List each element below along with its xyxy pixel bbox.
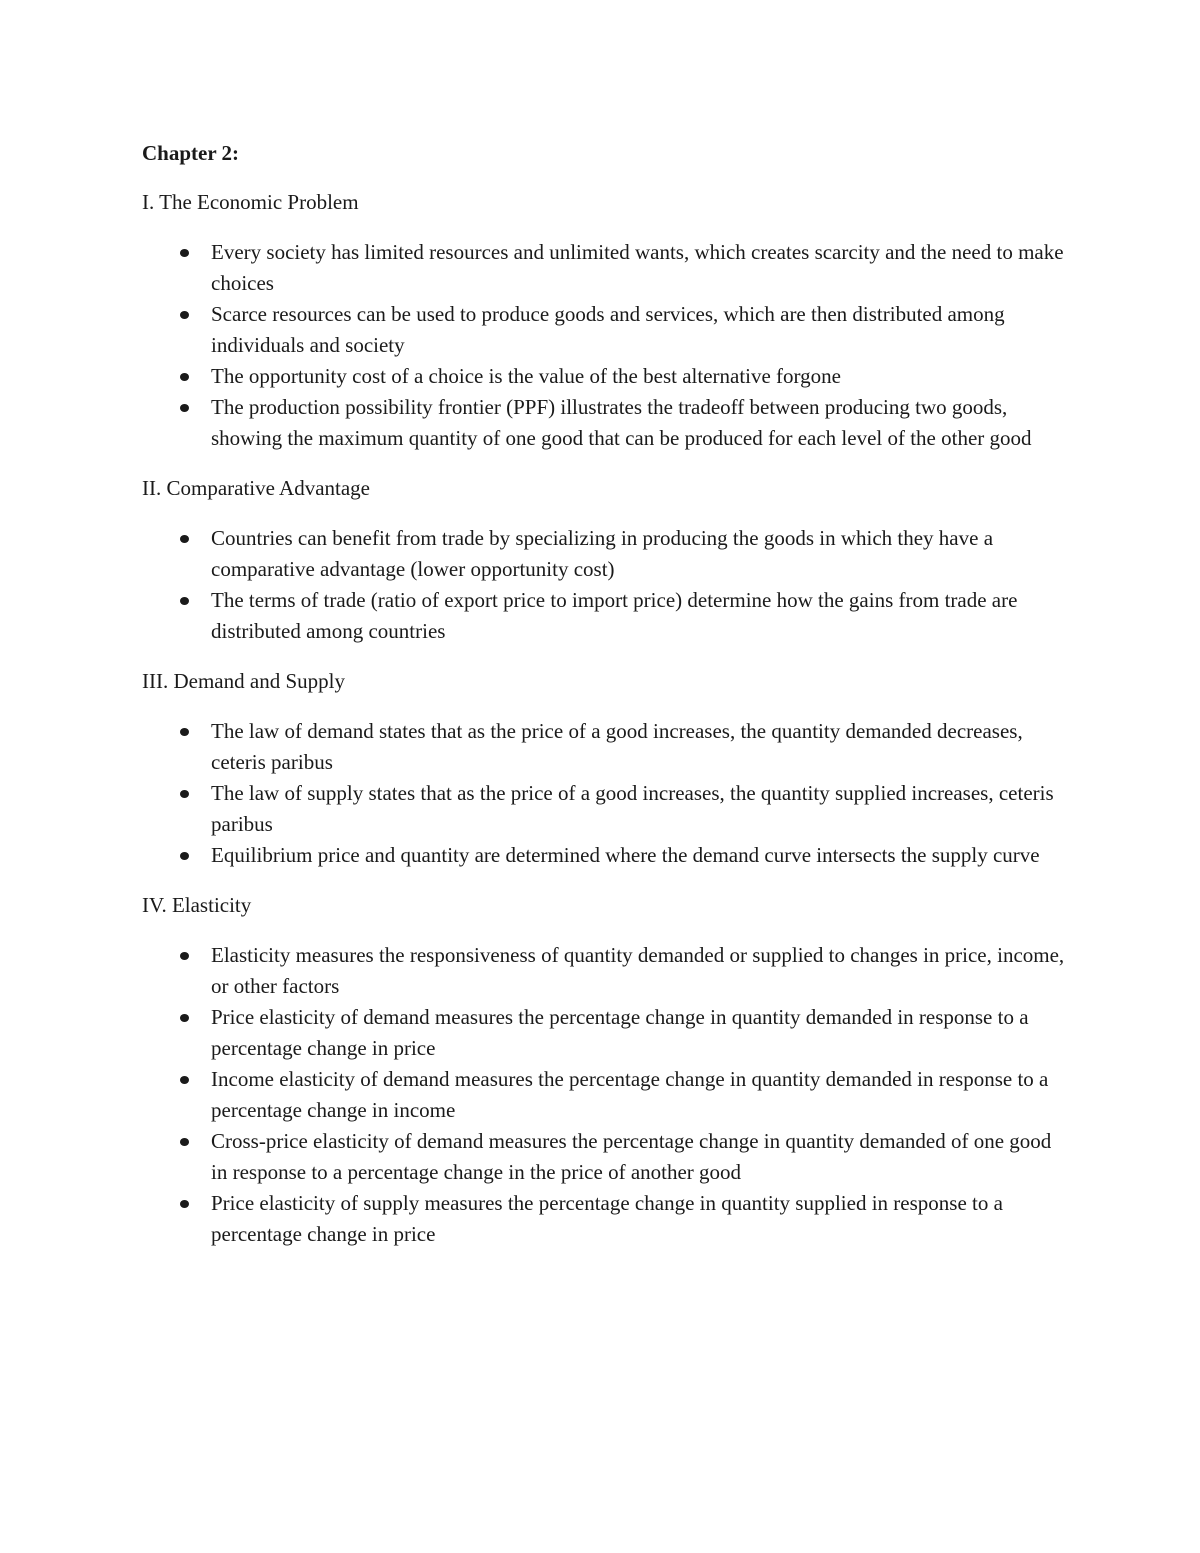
- bullet-icon: [180, 952, 189, 960]
- list-item: [142, 361, 1072, 392]
- list-item-text: Elasticity measures the responsiveness of quantity demanded or supplied to changes in price, income, or other factors: [211, 943, 1065, 998]
- bullet-list: [142, 940, 1072, 1250]
- bullet-icon: [180, 1076, 189, 1084]
- list-item: [142, 1002, 1072, 1064]
- bullet-list: [142, 237, 1072, 454]
- bullet-icon: [180, 728, 189, 736]
- bullet-icon: [180, 1200, 189, 1208]
- list-item: [142, 392, 1072, 454]
- list-item-text: Income elasticity of demand measures the percentage change in quantity demanded in response to a percentage change in income: [211, 1067, 1049, 1122]
- bullet-icon: [180, 1138, 189, 1146]
- section-economic-problem: [142, 187, 1072, 454]
- section-heading: IV. Elasticity: [142, 893, 252, 917]
- bullet-icon: [180, 1014, 189, 1022]
- list-item: [142, 1064, 1072, 1126]
- section-heading: III. Demand and Supply: [142, 669, 345, 693]
- list-item: [142, 716, 1072, 778]
- list-item-text: The law of demand states that as the price of a good increases, the quantity demanded decreases, ceteris paribus: [211, 719, 1023, 774]
- section-comparative-advantage: [142, 473, 1072, 647]
- chapter-title: Chapter 2:: [142, 141, 240, 165]
- bullet-list: [142, 523, 1072, 647]
- list-item: [142, 523, 1072, 585]
- bullet-icon: [180, 404, 189, 412]
- list-item-text: Cross-price elasticity of demand measures the percentage change in quantity demanded of one good in response to a percentage change in the price of another good: [211, 1129, 1052, 1184]
- list-item-text: Price elasticity of supply measures the percentage change in quantity supplied in response to a percentage change in price: [211, 1191, 1003, 1246]
- list-item-text: The opportunity cost of a choice is the value of the best alternative forgone: [211, 364, 841, 388]
- bullet-icon: [180, 790, 189, 798]
- bullet-icon: [180, 373, 189, 381]
- bullet-icon: [180, 535, 189, 543]
- list-item: [142, 1126, 1072, 1188]
- bullet-icon: [180, 597, 189, 605]
- document-page: [142, 138, 1072, 1269]
- list-item-text: The terms of trade (ratio of export price to import price) determine how the gains from trade are distributed among countries: [211, 588, 1018, 643]
- list-item: [142, 778, 1072, 840]
- list-item-text: The law of supply states that as the price of a good increases, the quantity supplied increases, ceteris paribus: [211, 781, 1054, 836]
- bullet-icon: [180, 311, 189, 319]
- list-item-text: Equilibrium price and quantity are determined where the demand curve intersects the supply curve: [211, 843, 1040, 867]
- list-item: [142, 237, 1072, 299]
- section-heading: II. Comparative Advantage: [142, 476, 371, 500]
- bullet-icon: [180, 852, 189, 860]
- section-demand-supply: [142, 666, 1072, 871]
- bullet-list: [142, 716, 1072, 871]
- list-item-text: Scarce resources can be used to produce goods and services, which are then distributed among individuals and society: [211, 302, 1005, 357]
- list-item: [142, 585, 1072, 647]
- list-item-text: Every society has limited resources and unlimited wants, which creates scarcity and the need to make choices: [211, 240, 1064, 295]
- list-item: [142, 940, 1072, 1002]
- list-item-text: Price elasticity of demand measures the percentage change in quantity demanded in response to a percentage change in price: [211, 1005, 1029, 1060]
- section-elasticity: [142, 890, 1072, 1250]
- list-item-text: The production possibility frontier (PPF) illustrates the tradeoff between producing two goods, showing the maximum quantity of one good that can be produced for each level of the other good: [211, 395, 1032, 450]
- list-item: [142, 299, 1072, 361]
- list-item: [142, 1188, 1072, 1250]
- section-heading: I. The Economic Problem: [142, 190, 359, 214]
- list-item-text: Countries can benefit from trade by specializing in producing the goods in which they have a comparative advantage (lower opportunity cost): [211, 526, 994, 581]
- bullet-icon: [180, 249, 189, 257]
- list-item: [142, 840, 1072, 871]
